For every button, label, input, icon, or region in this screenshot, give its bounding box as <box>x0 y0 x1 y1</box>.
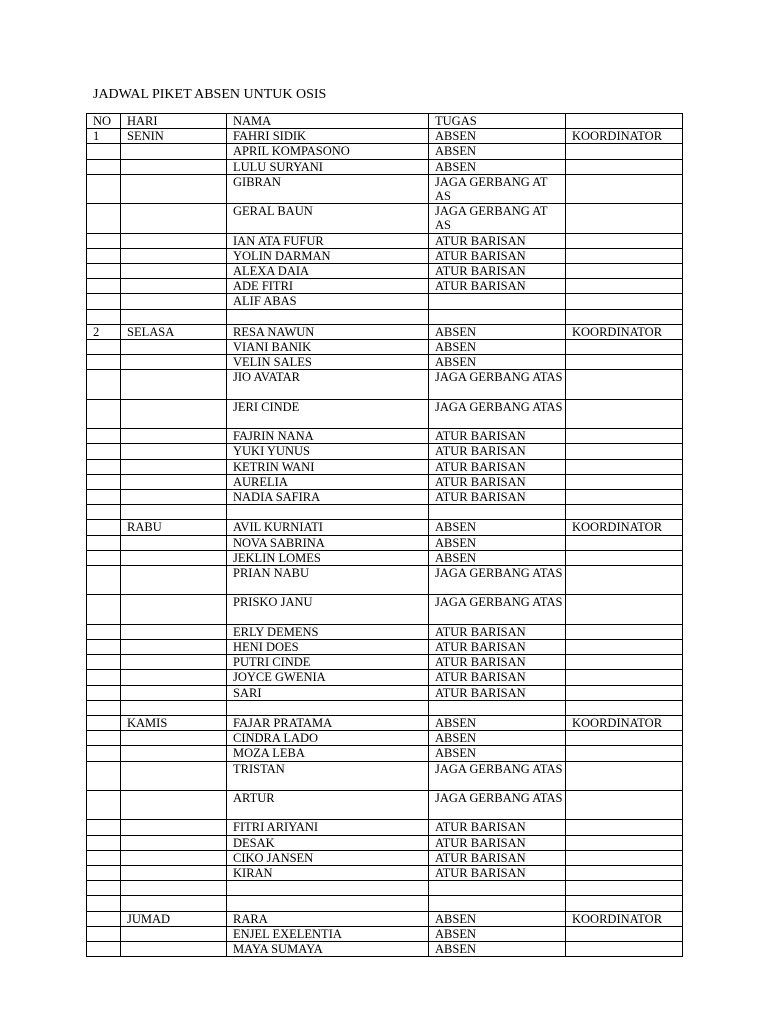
cell-no <box>87 370 121 399</box>
cell-tugas: TUGAS <box>429 114 566 129</box>
cell-no <box>87 294 121 309</box>
cell-keterangan <box>566 835 683 850</box>
cell-hari <box>121 550 227 565</box>
cell-keterangan <box>566 791 683 820</box>
table-row <box>87 761 683 790</box>
cell-tugas: ABSEN <box>429 550 566 565</box>
cell-no <box>87 355 121 370</box>
table-row <box>87 624 683 639</box>
cell-nama: CINDRA LADO <box>227 731 429 746</box>
cell-no <box>87 474 121 489</box>
table-row <box>87 279 683 294</box>
cell-no <box>87 429 121 444</box>
cell-hari <box>121 474 227 489</box>
table-row <box>87 731 683 746</box>
table-row <box>87 505 683 520</box>
cell-keterangan <box>566 566 683 595</box>
cell-hari <box>121 174 227 203</box>
cell-no <box>87 399 121 428</box>
cell-hari <box>121 279 227 294</box>
cell-nama: HENI DOES <box>227 640 429 655</box>
table-row <box>87 791 683 820</box>
cell-hari <box>121 700 227 715</box>
cell-no <box>87 911 121 926</box>
cell-hari <box>121 309 227 324</box>
cell-no <box>87 279 121 294</box>
cell-tugas: ATUR BARISAN <box>429 264 566 279</box>
cell-hari <box>121 233 227 248</box>
cell-no <box>87 566 121 595</box>
cell-hari <box>121 731 227 746</box>
cell-keterangan <box>566 340 683 355</box>
cell-keterangan <box>566 731 683 746</box>
cell-hari <box>121 850 227 865</box>
cell-tugas: ABSEN <box>429 911 566 926</box>
table-row <box>87 850 683 865</box>
cell-tugas: JAGA GERBANG ATAS <box>429 566 566 595</box>
cell-keterangan <box>566 490 683 505</box>
cell-tugas: ATUR BARISAN <box>429 624 566 639</box>
cell-no <box>87 850 121 865</box>
cell-nama: SARI <box>227 685 429 700</box>
cell-nama: TRISTAN <box>227 761 429 790</box>
cell-tugas: ATUR BARISAN <box>429 459 566 474</box>
cell-keterangan <box>566 159 683 174</box>
cell-tugas: ABSEN <box>429 129 566 144</box>
cell-keterangan <box>566 881 683 896</box>
cell-no <box>87 835 121 850</box>
table-row <box>87 670 683 685</box>
cell-hari <box>121 595 227 624</box>
cell-keterangan <box>566 942 683 957</box>
table-header-row <box>87 114 683 129</box>
cell-hari <box>121 490 227 505</box>
cell-tugas: ATUR BARISAN <box>429 444 566 459</box>
cell-no <box>87 761 121 790</box>
cell-keterangan: KOORDINATOR <box>566 129 683 144</box>
cell-nama <box>227 700 429 715</box>
cell-hari <box>121 370 227 399</box>
cell-nama: KIRAN <box>227 866 429 881</box>
cell-tugas <box>429 294 566 309</box>
cell-keterangan <box>566 535 683 550</box>
cell-tugas: ATUR BARISAN <box>429 490 566 505</box>
cell-keterangan <box>566 294 683 309</box>
cell-keterangan <box>566 896 683 911</box>
cell-hari <box>121 144 227 159</box>
cell-tugas: JAGA GERBANG AT AS <box>429 174 566 203</box>
document-title: JADWAL PIKET ABSEN UNTUK OSIS <box>93 87 327 102</box>
cell-hari <box>121 881 227 896</box>
cell-hari <box>121 835 227 850</box>
table-row <box>87 233 683 248</box>
cell-hari <box>121 820 227 835</box>
cell-no: NO <box>87 114 121 129</box>
cell-keterangan <box>566 655 683 670</box>
cell-keterangan <box>566 174 683 203</box>
cell-nama: PRISKO JANU <box>227 595 429 624</box>
cell-nama: CIKO JANSEN <box>227 850 429 865</box>
table-row <box>87 370 683 399</box>
table-row <box>87 550 683 565</box>
cell-nama: ERLY DEMENS <box>227 624 429 639</box>
cell-nama: ALIF ABAS <box>227 294 429 309</box>
cell-hari: HARI <box>121 114 227 129</box>
cell-hari <box>121 670 227 685</box>
table-row <box>87 444 683 459</box>
cell-hari <box>121 248 227 263</box>
cell-nama: JOYCE GWENIA <box>227 670 429 685</box>
cell-hari <box>121 340 227 355</box>
cell-nama: RESA NAWUN <box>227 324 429 339</box>
cell-keterangan <box>566 444 683 459</box>
cell-tugas: ATUR BARISAN <box>429 429 566 444</box>
table-row <box>87 942 683 957</box>
schedule-table-body <box>87 114 683 957</box>
cell-no <box>87 520 121 535</box>
table-row <box>87 490 683 505</box>
cell-keterangan <box>566 474 683 489</box>
table-row <box>87 881 683 896</box>
cell-no <box>87 700 121 715</box>
cell-no <box>87 685 121 700</box>
cell-hari <box>121 204 227 233</box>
cell-nama: YUKI YUNUS <box>227 444 429 459</box>
cell-no <box>87 820 121 835</box>
table-row <box>87 144 683 159</box>
cell-keterangan: KOORDINATOR <box>566 911 683 926</box>
table-row <box>87 685 683 700</box>
table-row <box>87 640 683 655</box>
cell-nama: JIO AVATAR <box>227 370 429 399</box>
table-row <box>87 566 683 595</box>
cell-nama: JEKLIN LOMES <box>227 550 429 565</box>
cell-keterangan <box>566 866 683 881</box>
cell-nama: NOVA SABRINA <box>227 535 429 550</box>
cell-no <box>87 174 121 203</box>
cell-tugas: JAGA GERBANG AT AS <box>429 204 566 233</box>
cell-tugas: ABSEN <box>429 144 566 159</box>
cell-tugas: ATUR BARISAN <box>429 233 566 248</box>
table-row <box>87 174 683 203</box>
cell-keterangan <box>566 204 683 233</box>
cell-nama: RARA <box>227 911 429 926</box>
cell-tugas: ABSEN <box>429 716 566 731</box>
cell-no <box>87 942 121 957</box>
cell-hari <box>121 655 227 670</box>
cell-no <box>87 866 121 881</box>
cell-nama: MAYA SUMAYA <box>227 942 429 957</box>
cell-nama: ALEXA DAIA <box>227 264 429 279</box>
cell-tugas: ABSEN <box>429 731 566 746</box>
table-row <box>87 129 683 144</box>
cell-nama: DESAK <box>227 835 429 850</box>
cell-keterangan <box>566 685 683 700</box>
cell-hari <box>121 399 227 428</box>
table-row <box>87 535 683 550</box>
cell-tugas: ABSEN <box>429 340 566 355</box>
cell-tugas: ABSEN <box>429 159 566 174</box>
cell-nama: GIBRAN <box>227 174 429 203</box>
cell-no: 2 <box>87 324 121 339</box>
table-row <box>87 820 683 835</box>
cell-nama: FAHRI SIDIK <box>227 129 429 144</box>
cell-nama: VELIN SALES <box>227 355 429 370</box>
cell-no <box>87 746 121 761</box>
cell-tugas: ATUR BARISAN <box>429 820 566 835</box>
table-row <box>87 248 683 263</box>
cell-no <box>87 595 121 624</box>
table-row <box>87 459 683 474</box>
cell-keterangan <box>566 279 683 294</box>
cell-hari <box>121 640 227 655</box>
cell-keterangan <box>566 144 683 159</box>
table-row <box>87 926 683 941</box>
cell-nama: NAMA <box>227 114 429 129</box>
cell-hari <box>121 926 227 941</box>
cell-no <box>87 550 121 565</box>
cell-nama: VIANI BANIK <box>227 340 429 355</box>
table-row <box>87 309 683 324</box>
cell-hari <box>121 685 227 700</box>
cell-no <box>87 204 121 233</box>
table-row <box>87 520 683 535</box>
cell-no <box>87 264 121 279</box>
cell-hari <box>121 159 227 174</box>
cell-nama: MOZA LEBA <box>227 746 429 761</box>
cell-keterangan <box>566 700 683 715</box>
table-row <box>87 700 683 715</box>
cell-nama: ADE FITRI <box>227 279 429 294</box>
cell-hari <box>121 459 227 474</box>
cell-nama: IAN ATA FUFUR <box>227 233 429 248</box>
cell-tugas: ABSEN <box>429 520 566 535</box>
cell-no <box>87 248 121 263</box>
table-row <box>87 716 683 731</box>
cell-keterangan <box>566 114 683 129</box>
cell-nama: AVIL KURNIATI <box>227 520 429 535</box>
cell-tugas: ATUR BARISAN <box>429 248 566 263</box>
cell-tugas <box>429 881 566 896</box>
table-row <box>87 159 683 174</box>
cell-no <box>87 144 121 159</box>
cell-hari <box>121 866 227 881</box>
cell-keterangan <box>566 309 683 324</box>
cell-no <box>87 926 121 941</box>
cell-tugas: JAGA GERBANG ATAS <box>429 370 566 399</box>
cell-hari <box>121 746 227 761</box>
cell-tugas: ATUR BARISAN <box>429 670 566 685</box>
cell-nama: PUTRI CINDE <box>227 655 429 670</box>
cell-tugas: ABSEN <box>429 942 566 957</box>
cell-tugas: ATUR BARISAN <box>429 866 566 881</box>
cell-nama: LULU SURYANI <box>227 159 429 174</box>
cell-hari <box>121 294 227 309</box>
cell-keterangan: KOORDINATOR <box>566 324 683 339</box>
cell-keterangan <box>566 355 683 370</box>
cell-keterangan: KOORDINATOR <box>566 716 683 731</box>
cell-nama: JERI CINDE <box>227 399 429 428</box>
cell-no <box>87 233 121 248</box>
cell-keterangan <box>566 370 683 399</box>
cell-tugas: ABSEN <box>429 355 566 370</box>
cell-no <box>87 535 121 550</box>
cell-keterangan <box>566 233 683 248</box>
cell-nama <box>227 896 429 911</box>
cell-nama: PRIAN NABU <box>227 566 429 595</box>
cell-nama: NADIA SAFIRA <box>227 490 429 505</box>
cell-nama: APRIL KOMPASONO <box>227 144 429 159</box>
cell-no <box>87 655 121 670</box>
cell-hari: RABU <box>121 520 227 535</box>
cell-keterangan <box>566 670 683 685</box>
cell-nama: FAJRIN NANA <box>227 429 429 444</box>
cell-hari: SENIN <box>121 129 227 144</box>
cell-hari <box>121 505 227 520</box>
cell-hari <box>121 566 227 595</box>
cell-hari <box>121 444 227 459</box>
cell-no <box>87 640 121 655</box>
cell-keterangan <box>566 820 683 835</box>
cell-nama: KETRIN WANI <box>227 459 429 474</box>
cell-tugas: ATUR BARISAN <box>429 835 566 850</box>
cell-no <box>87 159 121 174</box>
cell-no <box>87 731 121 746</box>
cell-hari <box>121 535 227 550</box>
cell-hari <box>121 942 227 957</box>
cell-keterangan <box>566 746 683 761</box>
table-row <box>87 294 683 309</box>
cell-hari <box>121 761 227 790</box>
cell-no: 1 <box>87 129 121 144</box>
cell-keterangan <box>566 624 683 639</box>
table-row <box>87 896 683 911</box>
cell-tugas: ABSEN <box>429 926 566 941</box>
cell-hari <box>121 355 227 370</box>
cell-keterangan <box>566 505 683 520</box>
table-row <box>87 399 683 428</box>
cell-hari <box>121 264 227 279</box>
cell-tugas <box>429 700 566 715</box>
table-row <box>87 911 683 926</box>
table-row <box>87 655 683 670</box>
cell-tugas: JAGA GERBANG ATAS <box>429 791 566 820</box>
cell-tugas: ABSEN <box>429 324 566 339</box>
cell-nama: ARTUR <box>227 791 429 820</box>
cell-tugas <box>429 505 566 520</box>
table-row <box>87 866 683 881</box>
cell-hari <box>121 896 227 911</box>
cell-keterangan <box>566 264 683 279</box>
cell-hari: JUMAD <box>121 911 227 926</box>
table-row <box>87 340 683 355</box>
table-row <box>87 355 683 370</box>
cell-tugas: ABSEN <box>429 535 566 550</box>
cell-tugas: ATUR BARISAN <box>429 655 566 670</box>
cell-no <box>87 490 121 505</box>
cell-keterangan <box>566 761 683 790</box>
cell-nama: FAJAR PRATAMA <box>227 716 429 731</box>
cell-no <box>87 881 121 896</box>
cell-nama: AURELIA <box>227 474 429 489</box>
cell-tugas: ATUR BARISAN <box>429 685 566 700</box>
cell-no <box>87 309 121 324</box>
cell-tugas: JAGA GERBANG ATAS <box>429 761 566 790</box>
cell-nama: FITRI ARIYANI <box>227 820 429 835</box>
cell-hari <box>121 791 227 820</box>
cell-keterangan <box>566 850 683 865</box>
table-row <box>87 429 683 444</box>
table-row <box>87 746 683 761</box>
table-row <box>87 204 683 233</box>
table-row <box>87 474 683 489</box>
cell-no <box>87 716 121 731</box>
cell-nama: ENJEL EXELENTIA <box>227 926 429 941</box>
cell-no <box>87 896 121 911</box>
table-row <box>87 595 683 624</box>
cell-keterangan <box>566 595 683 624</box>
cell-tugas: ATUR BARISAN <box>429 474 566 489</box>
cell-keterangan <box>566 248 683 263</box>
cell-tugas <box>429 896 566 911</box>
cell-keterangan <box>566 399 683 428</box>
cell-keterangan <box>566 926 683 941</box>
cell-hari: SELASA <box>121 324 227 339</box>
cell-tugas: ATUR BARISAN <box>429 850 566 865</box>
cell-keterangan <box>566 550 683 565</box>
cell-keterangan <box>566 429 683 444</box>
table-row <box>87 264 683 279</box>
cell-nama <box>227 309 429 324</box>
cell-hari <box>121 624 227 639</box>
schedule-table <box>86 113 683 957</box>
cell-tugas: ATUR BARISAN <box>429 640 566 655</box>
cell-no <box>87 505 121 520</box>
cell-tugas <box>429 309 566 324</box>
cell-keterangan <box>566 459 683 474</box>
cell-hari <box>121 429 227 444</box>
cell-no <box>87 340 121 355</box>
cell-tugas: JAGA GERBANG ATAS <box>429 595 566 624</box>
cell-tugas: JAGA GERBANG ATAS <box>429 399 566 428</box>
cell-nama <box>227 881 429 896</box>
cell-hari: KAMIS <box>121 716 227 731</box>
cell-no <box>87 444 121 459</box>
cell-tugas: ATUR BARISAN <box>429 279 566 294</box>
cell-tugas: ABSEN <box>429 746 566 761</box>
cell-nama <box>227 505 429 520</box>
cell-nama: YOLIN DARMAN <box>227 248 429 263</box>
cell-no <box>87 670 121 685</box>
cell-no <box>87 459 121 474</box>
cell-keterangan: KOORDINATOR <box>566 520 683 535</box>
table-row <box>87 324 683 339</box>
cell-keterangan <box>566 640 683 655</box>
table-row <box>87 835 683 850</box>
cell-no <box>87 624 121 639</box>
cell-nama: GERAL BAUN <box>227 204 429 233</box>
cell-no <box>87 791 121 820</box>
